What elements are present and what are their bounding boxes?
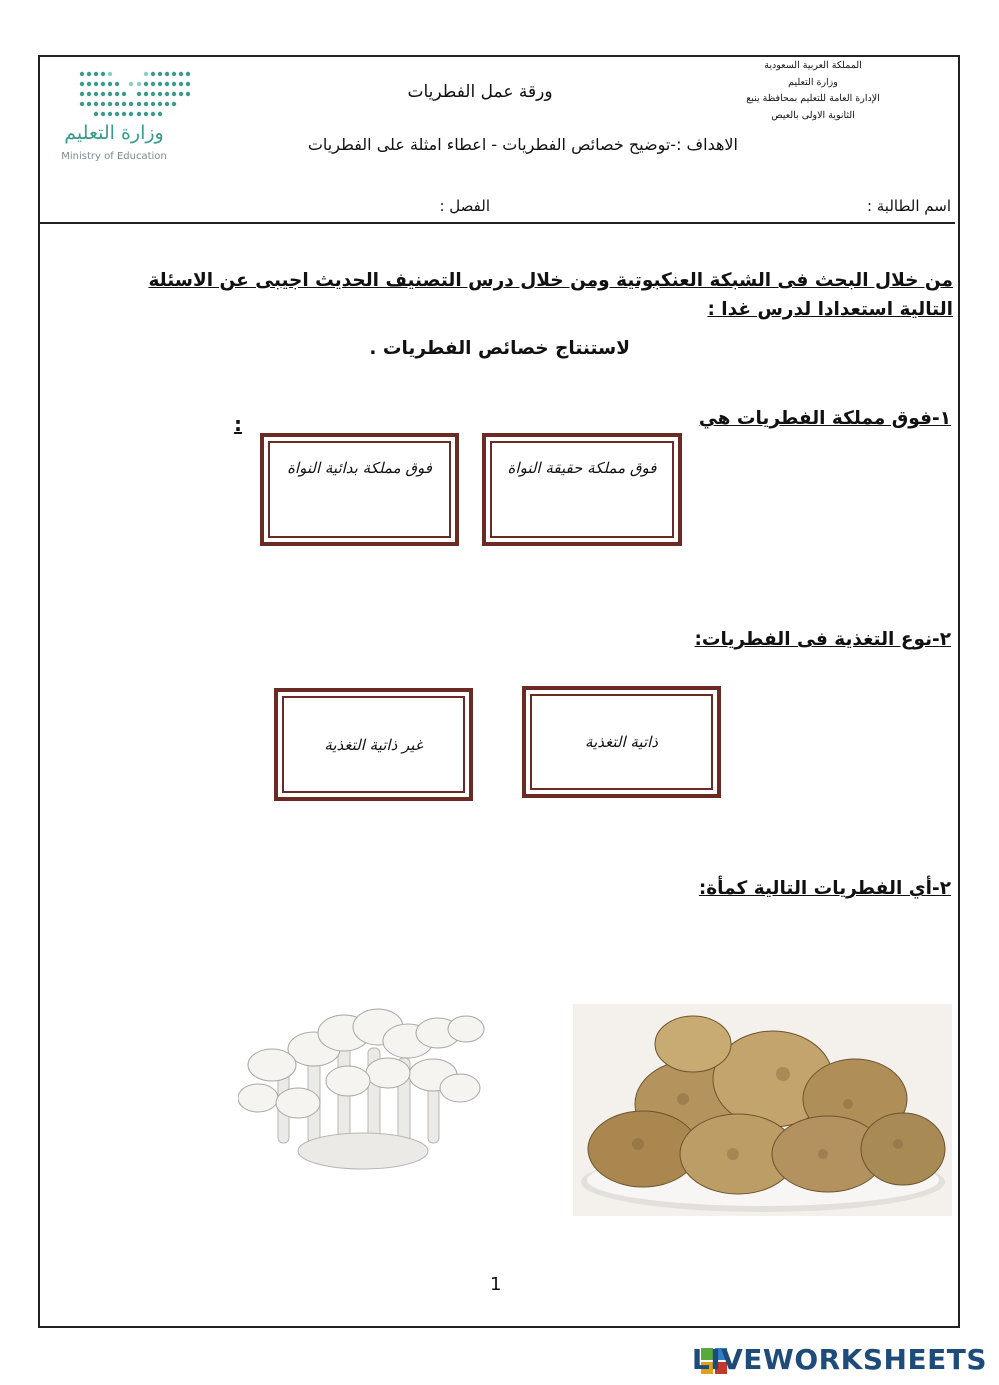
header-line: وزارة التعليم <box>788 76 838 88</box>
answer-option-autotrophic[interactable] <box>522 686 721 798</box>
question-2-heading: ٢-نوع التغذية فى الفطريات: <box>694 629 951 650</box>
student-name-label: اسم الطالبة : <box>866 197 951 215</box>
page-number: 1 <box>490 1274 502 1295</box>
page-title: ورقة عمل الفطريات <box>407 82 553 102</box>
option-text: فوق مملكة حقيقة النواة <box>490 441 674 538</box>
header-divider <box>40 222 955 224</box>
header-line: الثانوية الاولى بالعيص <box>771 109 855 121</box>
instructions-purpose: لاستنتاج خصائص الفطريات . <box>369 338 630 359</box>
header-line: المملكة العربية السعودية <box>764 60 862 71</box>
instructions: من خلال البحث فى الشبكة العنكبوتية ومن خلال درس التصنيف الحديث اجيبى عن الاسئلة التالية استعدادا لدرس غدا : <box>148 270 953 320</box>
logo-arabic-text: وزارة التعليم <box>64 122 164 144</box>
question-1-heading: ١-فوق مملكة الفطريات هي <box>698 408 951 429</box>
school-header <box>713 58 913 124</box>
answer-option-heterotrophic[interactable] <box>274 688 473 801</box>
liveworksheets-brand[interactable]: LIVEWORKSHEETS <box>691 1343 987 1376</box>
answer-option-prokaryote[interactable] <box>260 433 459 546</box>
option-text: غير ذاتية التغذية <box>282 696 465 793</box>
option-text: فوق مملكة بدائية النواة <box>268 441 451 538</box>
ministry-logo-icon <box>78 70 193 118</box>
goals-line: الاهداف :-توضيح خصائص الفطريات - اعطاء امثلة على الفطريات <box>307 135 738 154</box>
truffle-photo[interactable] <box>573 1004 952 1216</box>
logo-english-text: Ministry of Education <box>61 151 167 162</box>
question-1-colon: : <box>234 412 242 436</box>
header-line: الإدارة العامة للتعليم بمحافظة ينبع <box>746 93 880 104</box>
class-label: الفصل : <box>439 197 490 215</box>
question-3-heading: ٢-أي الفطريات التالية كمأة: <box>698 878 951 899</box>
option-text: ذاتية التغذية <box>530 694 713 790</box>
white-mushroom-photo[interactable] <box>238 1003 488 1173</box>
answer-option-eukaryote[interactable] <box>482 433 682 546</box>
